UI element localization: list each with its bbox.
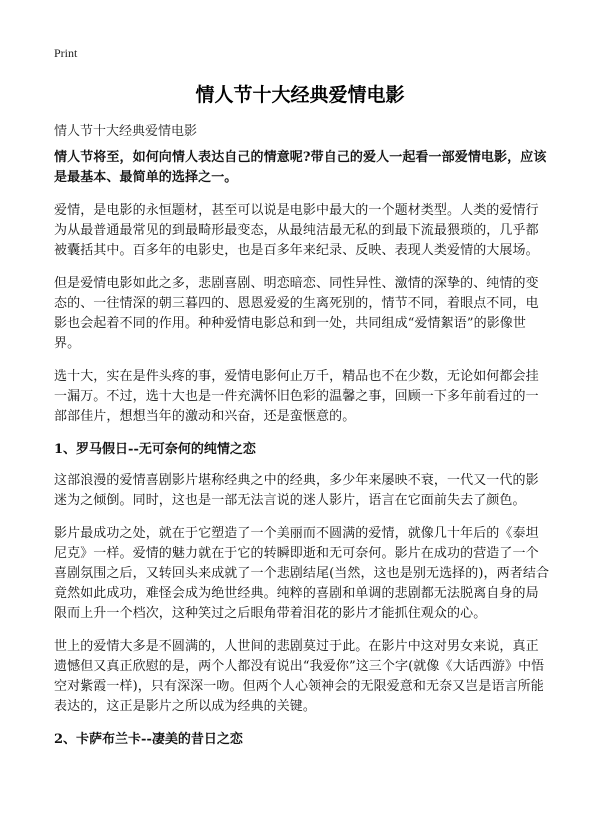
intro-paragraph-3: 但是爱情电影如此之多，悲剧喜剧、明恋暗恋、同性异性、激情的深挚的、纯情的变态的、一往情深的朝三暮四的、恩恩爱爱的生离死别的，情节不同，着眼点不同，电影也会起着不同的作用。种种爱情电影总和到一处，共同组成“爱情絮语”的影像世界。 <box>54 276 539 351</box>
section1-paragraph-2: 影片最成功之处，就在于它塑造了一个美丽而不圆满的爱情，就像几十年后的《泰坦尼克》一样。爱情的魅力就在于它的转瞬即逝和无可奈何。影片在成功的营造了一个喜剧氛围之后，又转回头来成就了一个悲剧结尾(当然，这也是别无选择的)，两者结合竟然如此成功，难怪会成为绝世经典。纯粹的喜剧和单调的悲剧都无法脱离自身的局限而上升一个档次，这种笑过之后眼角带着泪花的影片才能抓住观众的心。 <box>54 526 550 621</box>
intro-paragraph-1: 情人节将至，如何向情人表达自己的情意呢?带自己的爱人一起看一部爱情电影，应该是最基本、最简单的选择之一。 <box>54 150 547 185</box>
section-heading-1: 1、罗马假日--无可奈何的纯情之恋 <box>54 442 256 457</box>
page-subtitle: 情人节十大经典爱情电影 <box>54 124 198 139</box>
article-body <box>54 148 550 761</box>
print-link[interactable]: Print <box>54 46 78 60</box>
intro-paragraph-4: 选十大，实在是件头疼的事，爱情电影何止万千，精品也不在少数，无论如何都会挂一漏万。不过，选十大也是一件充满怀旧色彩的温馨之事，回顾一下多年前看过的一部部佳片，想想当年的激动和兴奋，还是蛮惬意的。 <box>54 369 539 424</box>
section1-paragraph-3: 世上的爱情大多是不圆满的，人世间的悲剧莫过于此。在影片中这对男女来说，真正遗憾但又真正欣慰的是，两个人都没有说出“我爱你”这三个字(就像《大话西游》中悟空对紫霞一样)，只有深深一吻。但两个人心领神会的无限爱意和无奈又岂是语言所能表达的，这正是影片之所以成为经典的关键。 <box>54 639 545 714</box>
section1-paragraph-1: 这部浪漫的爱情喜剧影片堪称经典之中的经典，多少年来屡映不衰，一代又一代的影迷为之倾倒。同时，这也是一部无法言说的迷人影片，语言在它面前失去了颜色。 <box>54 473 539 508</box>
page-title: 情人节十大经典爱情电影 <box>195 84 405 106</box>
intro-paragraph-2: 爱情，是电影的永恒题材，甚至可以说是电影中最大的一个题材类型。人类的爱情行为从最普通最常见的到最畸形最变态，从最纯洁最无私的到最下流最猥琐的，几乎都被囊括其中。百多年的电影史，也是百多年来纪录、反映、表现人类爱情的大展场。 <box>54 203 539 258</box>
section-heading-2: 2、卡萨布兰卡--凄美的昔日之恋 <box>54 732 243 747</box>
